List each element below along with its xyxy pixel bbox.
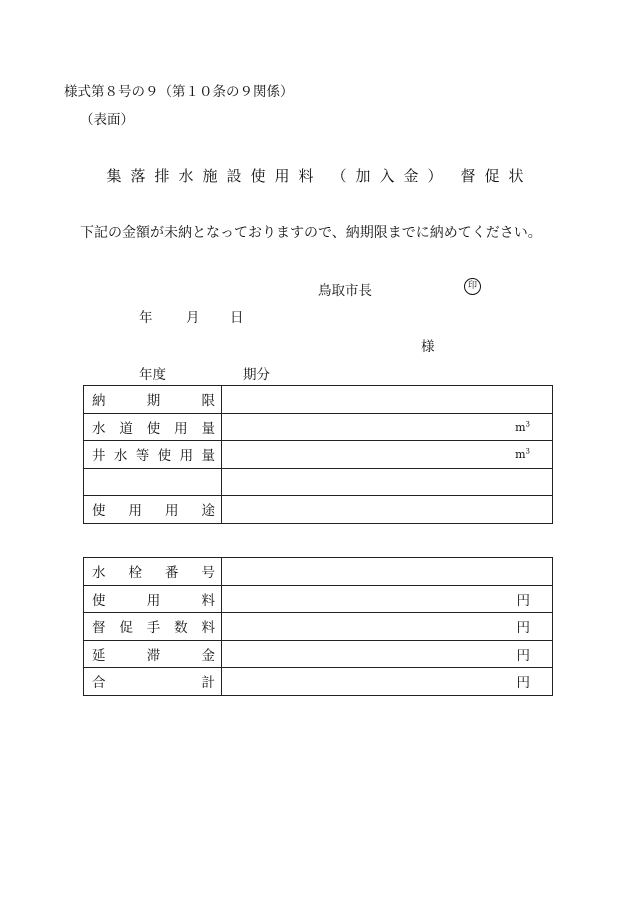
label-text — [92, 671, 215, 691]
label-char: 料 — [201, 592, 215, 609]
label-text — [92, 589, 215, 609]
label-char: 使 — [157, 448, 172, 465]
row-value[interactable] — [222, 468, 553, 496]
label-char: 納 — [92, 393, 106, 410]
table-row — [84, 640, 553, 668]
row-label — [84, 496, 222, 524]
label-char: 促 — [119, 620, 133, 637]
issuer-name: 鳥取市長 — [318, 283, 372, 299]
label-char: 等 — [135, 448, 150, 465]
table-row — [84, 413, 553, 441]
label-char: 手 — [146, 620, 161, 637]
addressee-suffix: 様 — [421, 339, 435, 355]
label-char: 用 — [146, 592, 161, 609]
title-paren: （加入金） — [331, 167, 452, 185]
date-month: 月 — [186, 310, 200, 326]
label-text — [92, 616, 215, 636]
label-char: 井 — [92, 448, 106, 465]
label-text — [92, 644, 215, 664]
unit-label: $m^3$ — [515, 420, 530, 434]
label-char: 量 — [201, 448, 215, 465]
table-row — [84, 585, 553, 613]
row-value[interactable] — [222, 496, 553, 524]
label-char: 料 — [201, 620, 215, 637]
title-tail: 督促状 — [460, 167, 533, 185]
label-char: 合 — [92, 675, 106, 692]
label-char: 番 — [165, 565, 179, 582]
label-text — [92, 417, 215, 437]
unit-superscript: 3 — [525, 447, 530, 456]
row-label — [84, 640, 222, 668]
usage-table — [83, 385, 553, 524]
label-text — [92, 499, 215, 519]
row-label — [84, 668, 222, 696]
row-value[interactable] — [222, 558, 553, 586]
label-char: 用 — [128, 503, 142, 520]
notice-text: 下記の金額が未納となっておりますので、納期限までに納めてください。 — [80, 225, 542, 241]
label-char: 栓 — [128, 565, 142, 582]
unit-label: 円 — [516, 620, 530, 637]
title-main: 集落排水施設使用料 — [106, 167, 323, 185]
label-char: 用 — [179, 448, 194, 465]
label-char: 用 — [174, 420, 188, 437]
table-row — [84, 496, 553, 524]
label-char: 延 — [92, 647, 106, 664]
unit-label: 円 — [516, 675, 530, 692]
table-row — [84, 668, 553, 696]
amount-table — [83, 557, 553, 696]
date-year: 年 — [139, 310, 153, 326]
label-char: 金 — [201, 647, 215, 664]
date-day: 日 — [230, 310, 244, 326]
unit-superscript: 3 — [525, 420, 530, 429]
row-label — [84, 413, 222, 441]
label-char: 使 — [146, 420, 161, 437]
label-char: 使 — [92, 592, 106, 609]
table-row — [84, 613, 553, 641]
row-value[interactable] — [222, 585, 553, 613]
seal-mark: 印 — [464, 278, 481, 295]
row-label — [84, 441, 222, 469]
fiscal-year-label: 年度 — [139, 367, 166, 383]
table-row — [84, 386, 553, 414]
label-char: 滞 — [146, 647, 161, 664]
table-row — [84, 468, 553, 496]
row-value[interactable] — [222, 413, 553, 441]
row-value[interactable] — [222, 668, 553, 696]
row-value[interactable] — [222, 386, 553, 414]
row-label — [84, 558, 222, 586]
row-label — [84, 386, 222, 414]
row-value[interactable] — [222, 640, 553, 668]
label-char: 計 — [201, 675, 215, 692]
label-char: 期 — [146, 393, 161, 410]
label-char: 水 — [113, 448, 128, 465]
row-label — [84, 468, 222, 496]
row-label — [84, 585, 222, 613]
table-row — [84, 558, 553, 586]
label-text — [92, 561, 215, 581]
row-value[interactable] — [222, 613, 553, 641]
label-text — [92, 444, 215, 464]
row-label — [84, 613, 222, 641]
row-value[interactable] — [222, 441, 553, 469]
label-char: 道 — [119, 420, 133, 437]
label-char: 水 — [92, 565, 106, 582]
label-char: 号 — [201, 565, 215, 582]
label-char: 数 — [174, 620, 188, 637]
label-char: 量 — [201, 420, 215, 437]
label-char: 途 — [201, 503, 215, 520]
label-char: 限 — [201, 393, 215, 410]
label-text — [92, 389, 215, 409]
label-char: 用 — [165, 503, 179, 520]
label-char: 督 — [92, 620, 106, 637]
document-title — [0, 165, 630, 186]
unit-label: $m^3$ — [515, 447, 530, 462]
form-number: 様式第８号の９（第１０条の９関係） — [64, 84, 294, 100]
period-label: 期分 — [243, 367, 270, 383]
unit-label: 円 — [516, 592, 530, 609]
face-label: （表面） — [80, 112, 134, 128]
label-char: 水 — [92, 420, 106, 437]
table-row — [84, 441, 553, 469]
label-char: 使 — [92, 503, 106, 520]
unit-label: 円 — [516, 647, 530, 664]
